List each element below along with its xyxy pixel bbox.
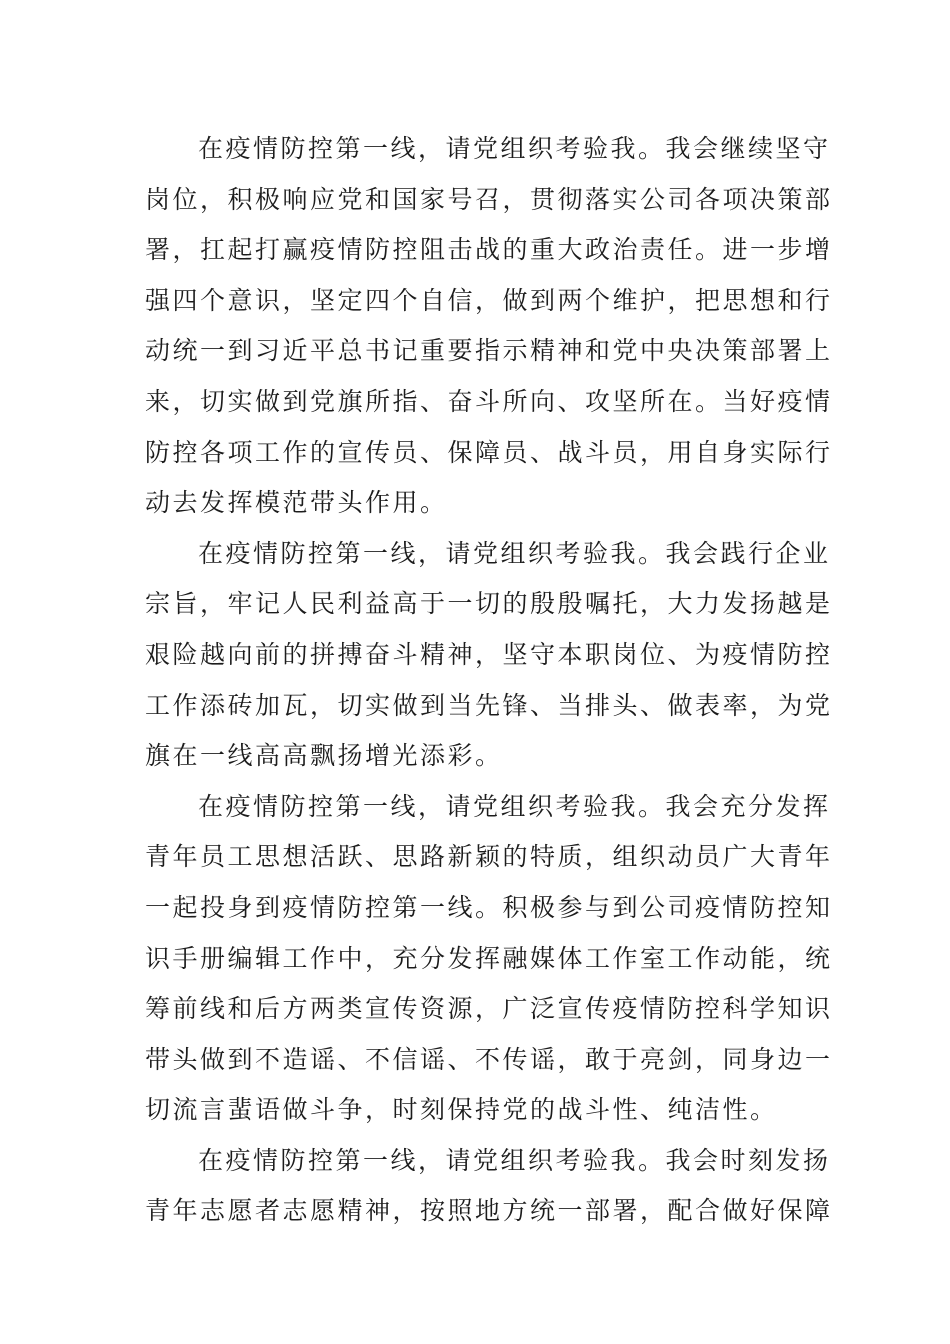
document-body [145, 124, 833, 1237]
text-line: 识手册编辑工作中，充分发挥融媒体工作室工作动能，统 [145, 943, 833, 973]
text-line: 筹前线和后方两类宣传资源，广泛宣传疫情防控科学知识 [145, 994, 833, 1024]
text-line: 旗在一线高高飘扬增光添彩。 [145, 741, 503, 771]
text-line: 艰险越向前的拼搏奋斗精神，坚守本职岗位、为疫情防控 [145, 639, 833, 669]
text-line: 一起投身到疫情防控第一线。积极参与到公司疫情防控知 [145, 892, 833, 922]
paragraph-1 [145, 124, 833, 529]
text-line: 岗位，积极响应党和国家号召，贯彻落实公司各项决策部 [145, 184, 833, 214]
text-line: 署，扛起打赢疫情防控阻击战的重大政治责任。进一步增 [145, 235, 833, 265]
text-line: 强四个意识，坚定四个自信，做到两个维护，把思想和行 [145, 285, 833, 315]
text-line: 切流言蜚语做斗争，时刻保持党的战斗性、纯洁性。 [145, 1095, 778, 1125]
text-line: 在疫情防控第一线，请党组织考验我。我会践行企业 [198, 538, 831, 568]
text-line: 防控各项工作的宣传员、保障员、战斗员，用自身实际行 [145, 437, 833, 467]
text-line: 来，切实做到党旗所指、奋斗所向、攻坚所在。当好疫情 [145, 386, 833, 416]
text-line: 青年志愿者志愿精神，按照地方统一部署，配合做好保障 [145, 1196, 833, 1226]
text-line: 工作添砖加瓦，切实做到当先锋、当排头、做表率，为党 [145, 690, 833, 720]
text-line: 宗旨，牢记人民利益高于一切的殷殷嘱托，大力发扬越是 [145, 589, 833, 619]
text-line: 在疫情防控第一线，请党组织考验我。我会继续坚守 [198, 134, 831, 163]
text-line: 青年员工思想活跃、思路新颖的特质，组织动员广大青年 [145, 842, 833, 872]
text-line: 动去发挥模范带头作用。 [145, 488, 448, 518]
text-line: 动统一到习近平总书记重要指示精神和党中央决策部署上 [145, 336, 833, 366]
paragraph-3 [145, 782, 833, 1136]
paragraph-4 [145, 1136, 833, 1237]
text-line: 在疫情防控第一线，请党组织考验我。我会充分发挥 [198, 791, 831, 821]
text-line: 在疫情防控第一线，请党组织考验我。我会时刻发扬 [198, 1145, 831, 1175]
text-line: 带头做到不造谣、不信谣、不传谣，敢于亮剑，同身边一 [145, 1044, 833, 1074]
paragraph-2 [145, 529, 833, 782]
